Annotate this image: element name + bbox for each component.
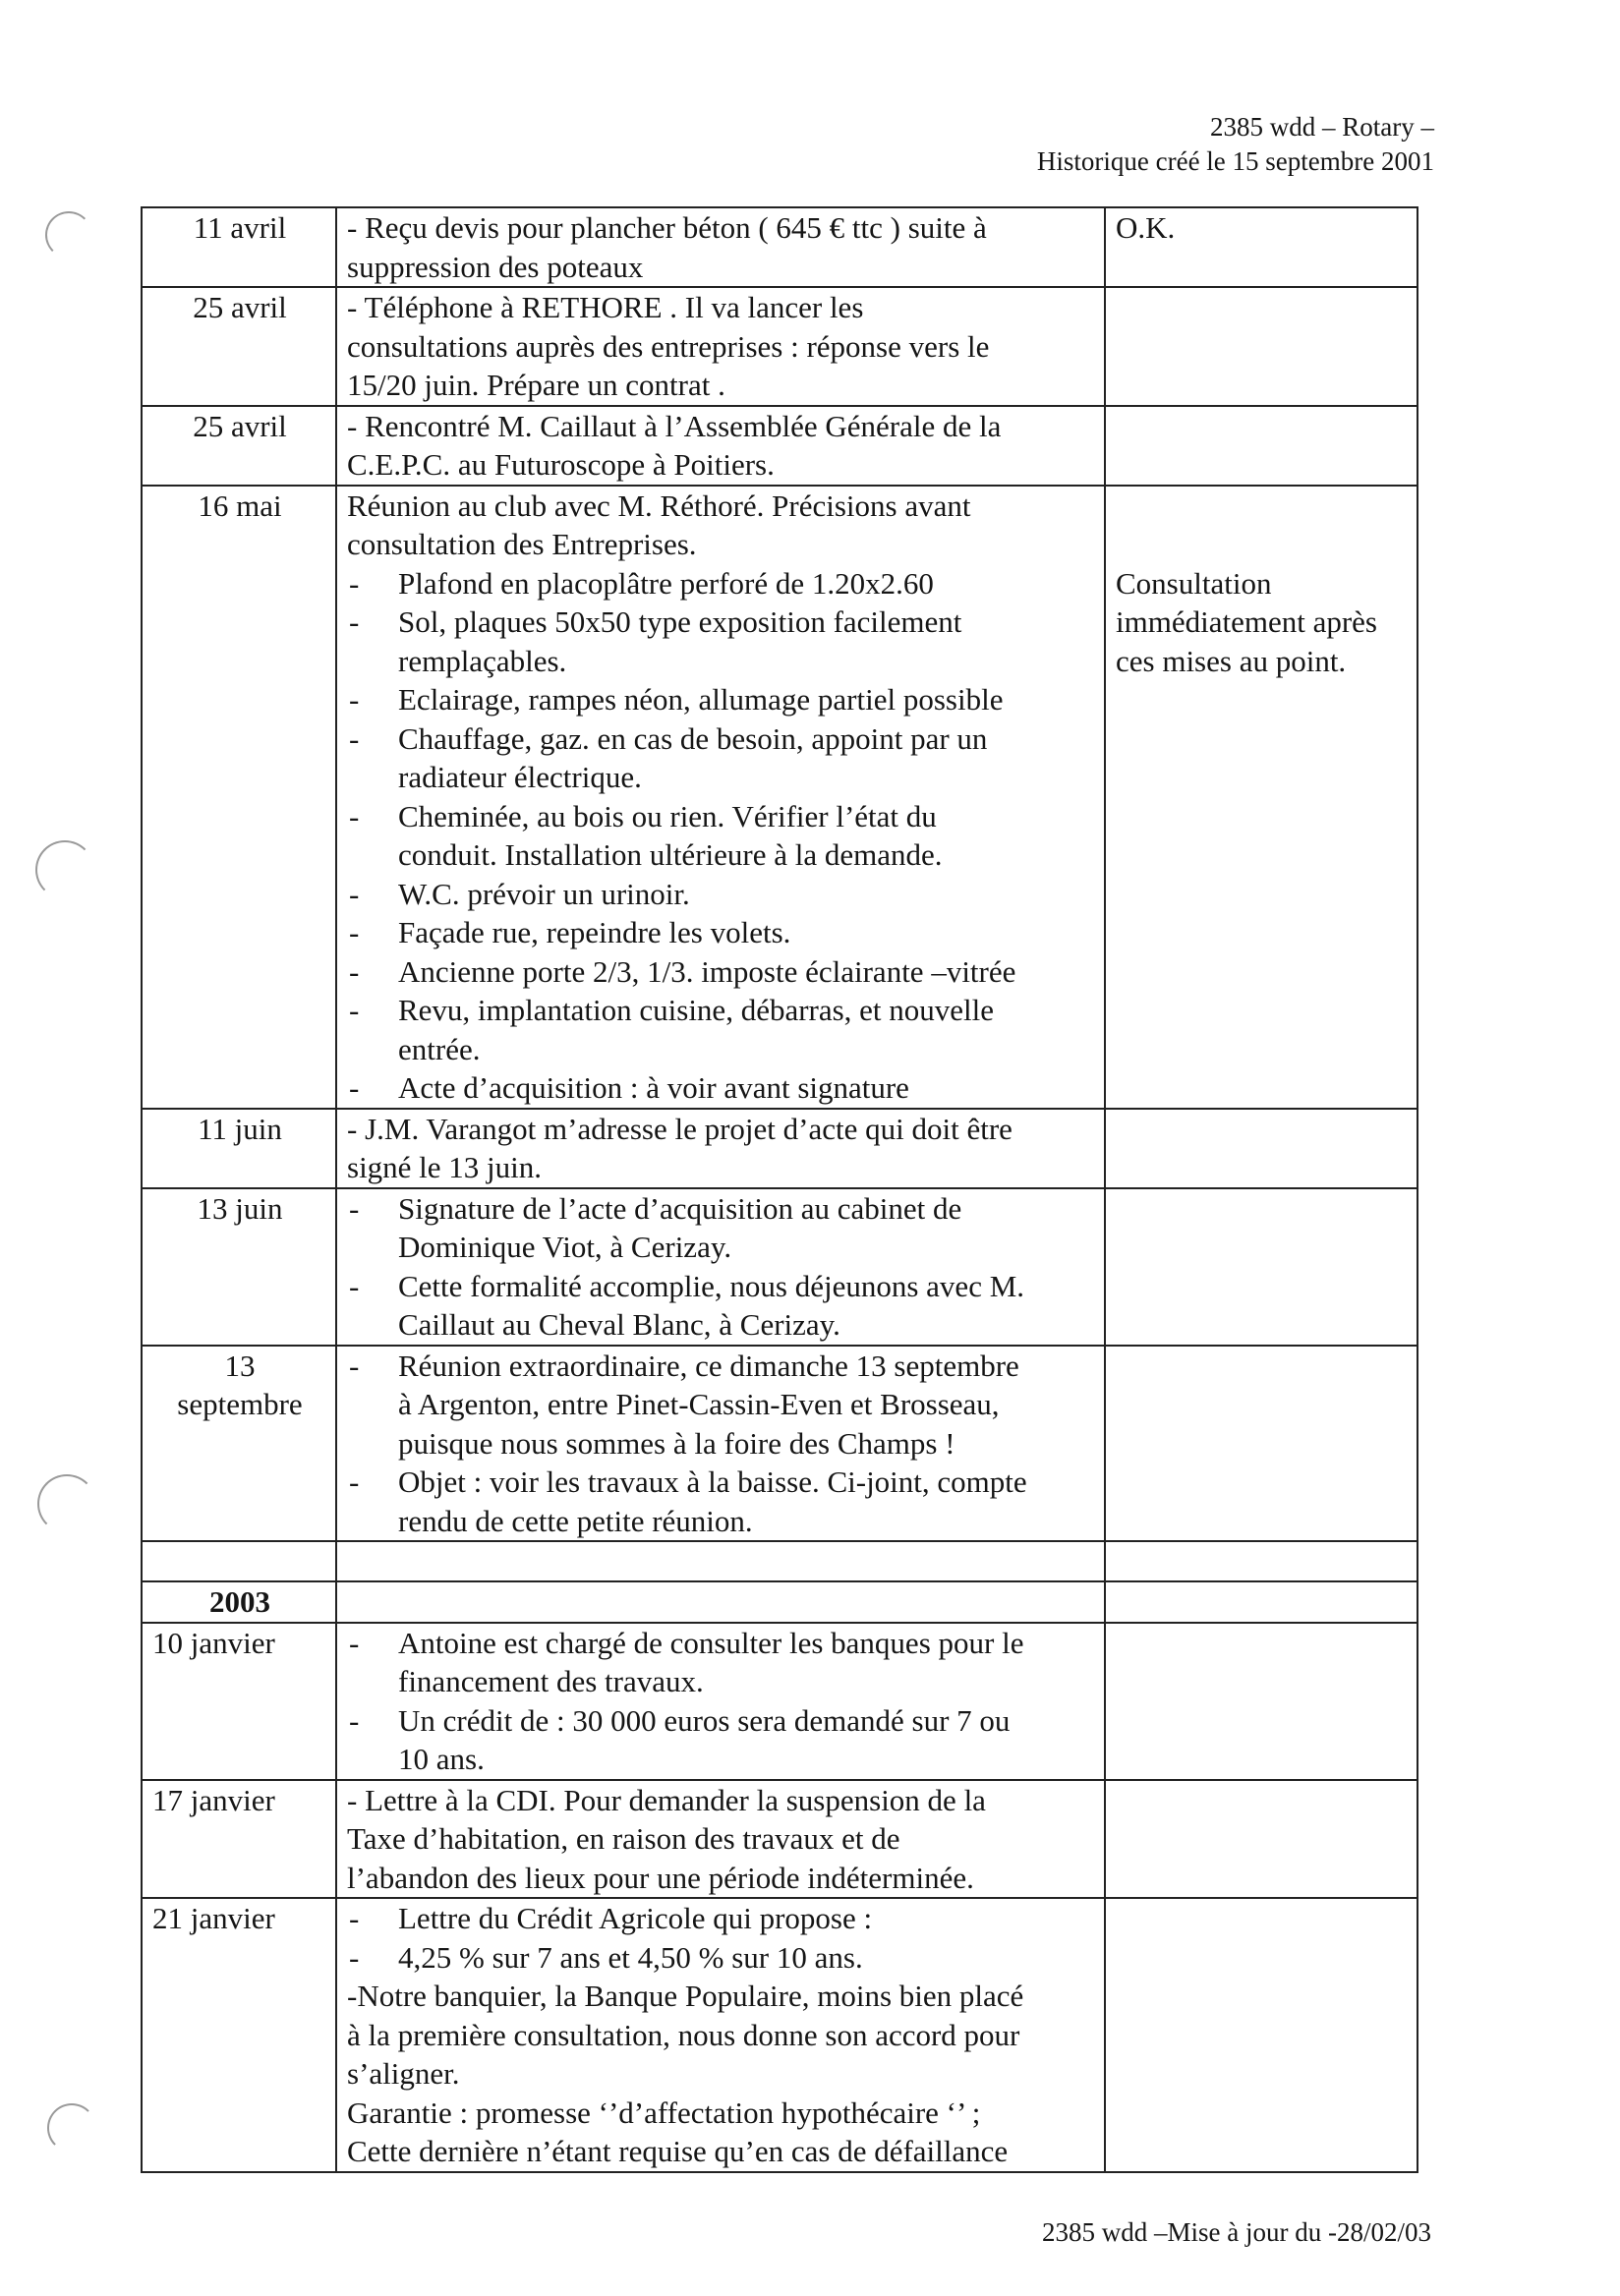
text-line: Ancienne porte 2/3, 1/3. imposte éclairante –vitrée (398, 953, 1016, 989)
text-line: Lettre du Crédit Agricole qui propose : (398, 1901, 873, 1935)
text-line: 10 janvier (152, 1625, 275, 1660)
text-line: 16 mai (198, 488, 282, 523)
text-line: - Rencontré M. Caillaut à l’Assemblée Générale de la (347, 408, 1002, 443)
bullet-item (347, 719, 1096, 797)
text-line: 21 janvier (152, 1901, 275, 1935)
table-row (142, 406, 1418, 486)
entry-date (142, 207, 336, 287)
bullet-item (347, 1701, 1096, 1779)
history-table-body (142, 207, 1418, 2172)
bullet-item (347, 1189, 1096, 1267)
bullet-dash: - (349, 720, 360, 756)
bullet-dash: - (349, 876, 360, 911)
text-line: l’abandon des lieux pour une période indéterminée. (347, 1860, 974, 1895)
text-line: puisque nous sommes à la foire des Champs ! (398, 1425, 955, 1461)
entry-description (336, 287, 1105, 406)
text-line: radiateur électrique. (398, 760, 642, 794)
entry-date (142, 486, 336, 1109)
bullet-item (347, 1267, 1096, 1345)
text-line: Dominique Viot, à Cerizay. (398, 1230, 732, 1264)
text-line: à la première consultation, nous donne son accord pour (347, 2017, 1020, 2052)
text-line: septembre (177, 1387, 303, 1421)
bullet-dash: - (349, 1939, 360, 1975)
text-line: W.C. prévoir un urinoir. (398, 876, 690, 911)
bullet-item (347, 1624, 1096, 1701)
entry-description (336, 207, 1105, 287)
text-line: 15/20 juin. Prépare un contrat . (347, 368, 725, 402)
bullet-dash: - (349, 1702, 360, 1738)
entry-date (142, 1780, 336, 1899)
empty-row (142, 1541, 1418, 1581)
table-row (142, 1188, 1418, 1346)
text-line: Antoine est chargé de consulter les banques pour le (398, 1625, 1024, 1660)
empty-cell (142, 1541, 336, 1581)
table-row (142, 1898, 1418, 2172)
text-line: Réunion au club avec M. Réthoré. Précisions avant (347, 488, 971, 523)
bullet-dash: - (349, 1625, 360, 1660)
bullet-item (347, 1068, 1096, 1108)
bullet-dash: - (349, 953, 360, 989)
entry-description (336, 1188, 1105, 1346)
bullet-item (347, 603, 1096, 680)
bullet-item (347, 797, 1096, 875)
bullet-item (347, 564, 1096, 603)
entry-description (336, 1346, 1105, 1542)
bullet-item (347, 1347, 1096, 1464)
entry-note (1105, 1188, 1418, 1346)
empty-cell (336, 1541, 1105, 1581)
header-history-date: Historique créé le 15 septembre 2001 (1036, 146, 1434, 176)
bullet-dash: - (349, 1348, 360, 1383)
text-line: Signature de l’acte d’acquisition au cabinet de (398, 1190, 962, 1226)
text-line: - Téléphone à RETHORE . Il va lancer les (347, 290, 864, 324)
empty-cell (1105, 1541, 1418, 1581)
bullet-item (347, 913, 1096, 952)
text-line: s’aligner. (347, 2056, 460, 2091)
text-line: 13 (224, 1348, 256, 1383)
text-line: ces mises au point. (1116, 643, 1347, 678)
entry-date (142, 1623, 336, 1780)
text-line: à Argenton, entre Pinet-Cassin-Even et Brosseau, (398, 1387, 1000, 1421)
empty-cell (1105, 1581, 1418, 1623)
text-line: remplaçables. (398, 643, 567, 678)
text-line: Plafond en placoplâtre perforé de 1.20x2.60 (398, 565, 934, 601)
text-line: 11 avril (193, 210, 287, 245)
text-line: Garantie : promesse ‘’d’affectation hypothécaire ‘’ ; (347, 2095, 981, 2130)
entry-description (336, 1780, 1105, 1899)
bullet-dash: - (349, 798, 360, 833)
text-line: -Notre banquier, la Banque Populaire, moins bien placé (347, 1979, 1024, 2013)
bullet-item (347, 1899, 1096, 1938)
bullet-dash: - (349, 1268, 360, 1303)
text-line: signé le 13 juin. (347, 1150, 543, 1184)
bullet-dash: - (349, 682, 360, 717)
bullet-item (347, 680, 1096, 719)
text-line: financement des travaux. (398, 1664, 704, 1698)
header-reference: 2385 wdd – Rotary – (1210, 112, 1434, 142)
bullet-dash: - (349, 1901, 360, 1935)
bullet-dash: - (349, 1190, 360, 1226)
entry-description (336, 406, 1105, 486)
empty-cell (336, 1581, 1105, 1623)
entry-date (142, 1188, 336, 1346)
text-line: O.K. (1116, 210, 1176, 245)
bullet-item (347, 952, 1096, 992)
entry-note (1105, 1780, 1418, 1899)
text-line: Caillaut au Cheval Blanc, à Cerizay. (398, 1307, 840, 1342)
entry-description (336, 1623, 1105, 1780)
table-row (142, 1623, 1418, 1780)
text-line: Objet : voir les travaux à la baisse. Ci-joint, compte (398, 1464, 1027, 1499)
entry-date (142, 1346, 336, 1542)
entry-note (1105, 1109, 1418, 1188)
text-line: Sol, plaques 50x50 type exposition facilement (398, 604, 962, 639)
text-line: Taxe d’habitation, en raison des travaux et de (347, 1821, 900, 1856)
table-row (142, 1109, 1418, 1188)
bullet-dash: - (349, 604, 360, 639)
text-line: entrée. (398, 1031, 481, 1066)
text-line: consultations auprès des entreprises : réponse vers le (347, 328, 990, 364)
text-line: rendu de cette petite réunion. (398, 1503, 753, 1538)
text-line: immédiatement après (1116, 604, 1377, 639)
entry-note (1105, 287, 1418, 406)
bullet-dash: - (349, 915, 360, 949)
table-row (142, 1346, 1418, 1542)
binder-hole-mark (35, 840, 94, 899)
table-row (142, 486, 1418, 1109)
bullet-item (347, 1938, 1096, 1978)
entry-note (1105, 486, 1418, 1109)
entry-description (336, 1109, 1105, 1188)
text-line (1116, 487, 1409, 526)
bullet-item (347, 875, 1096, 914)
bullet-dash: - (349, 1464, 360, 1499)
binder-hole-mark (37, 1474, 96, 1533)
text-line: 10 ans. (398, 1742, 485, 1776)
entry-note (1105, 1623, 1418, 1780)
bullet-item (347, 1463, 1096, 1540)
text-line: Réunion extraordinaire, ce dimanche 13 septembre (398, 1348, 1019, 1383)
text-line: 25 avril (193, 290, 287, 324)
text-line: conduit. Installation ultérieure à la demande. (398, 837, 943, 872)
year-row (142, 1581, 1418, 1623)
entry-date (142, 287, 336, 406)
binder-hole-mark (47, 2103, 96, 2152)
text-line: 13 juin (197, 1190, 283, 1226)
text-line: suppression des poteaux (347, 249, 644, 284)
year-label: 2003 (142, 1581, 336, 1623)
entry-date (142, 406, 336, 486)
text-line: Acte d’acquisition : à voir avant signature (398, 1070, 909, 1105)
text-line: Eclairage, rampes néon, allumage partiel possible (398, 682, 1004, 717)
text-line: - Reçu devis pour plancher béton ( 645 € ttc ) suite à (347, 210, 987, 245)
text-line: Consultation (1116, 565, 1272, 601)
table-row (142, 207, 1418, 287)
text-line: Cheminée, au bois ou rien. Vérifier l’état du (398, 798, 937, 833)
text-line: - Lettre à la CDI. Pour demander la suspension de la (347, 1782, 986, 1817)
text-line (1116, 525, 1409, 564)
text-line: Façade rue, repeindre les volets. (398, 915, 791, 949)
text-line: Cette dernière n’étant requise qu’en cas de défaillance (347, 2134, 1009, 2168)
table-row (142, 287, 1418, 406)
bullet-dash: - (349, 993, 360, 1027)
text-line: 4,25 % sur 7 ans et 4,50 % sur 10 ans. (398, 1939, 863, 1975)
page-footer: 2385 wdd –Mise à jour du -28/02/03 (1042, 2217, 1431, 2247)
entry-description (336, 1898, 1105, 2172)
text-line: Un crédit de : 30 000 euros sera demandé sur 7 ou (398, 1702, 1011, 1738)
page-header (1037, 110, 1434, 179)
entry-date (142, 1109, 336, 1188)
text-line: Chauffage, gaz. en cas de besoin, appoint par un (398, 720, 988, 756)
bullet-dash: - (349, 1070, 360, 1105)
text-line: consultation des Entreprises. (347, 527, 697, 561)
text-line: Cette formalité accomplie, nous déjeunons avec M. (398, 1268, 1025, 1303)
bullet-dash: - (349, 565, 360, 601)
text-line: C.E.P.C. au Futuroscope à Poitiers. (347, 447, 775, 482)
history-table (141, 206, 1418, 2173)
entry-note (1105, 1346, 1418, 1542)
bullet-item (347, 991, 1096, 1068)
text-line: 11 juin (198, 1111, 282, 1146)
text-line: 25 avril (193, 408, 287, 443)
binder-hole-mark (45, 211, 92, 258)
text-line: Revu, implantation cuisine, débarras, et nouvelle (398, 993, 995, 1027)
entry-note (1105, 207, 1418, 287)
entry-date (142, 1898, 336, 2172)
entry-note (1105, 1898, 1418, 2172)
text-line: - J.M. Varangot m’adresse le projet d’acte qui doit être (347, 1111, 1012, 1146)
text-line: 17 janvier (152, 1782, 275, 1817)
entry-description (336, 486, 1105, 1109)
table-row (142, 1780, 1418, 1899)
entry-note (1105, 406, 1418, 486)
